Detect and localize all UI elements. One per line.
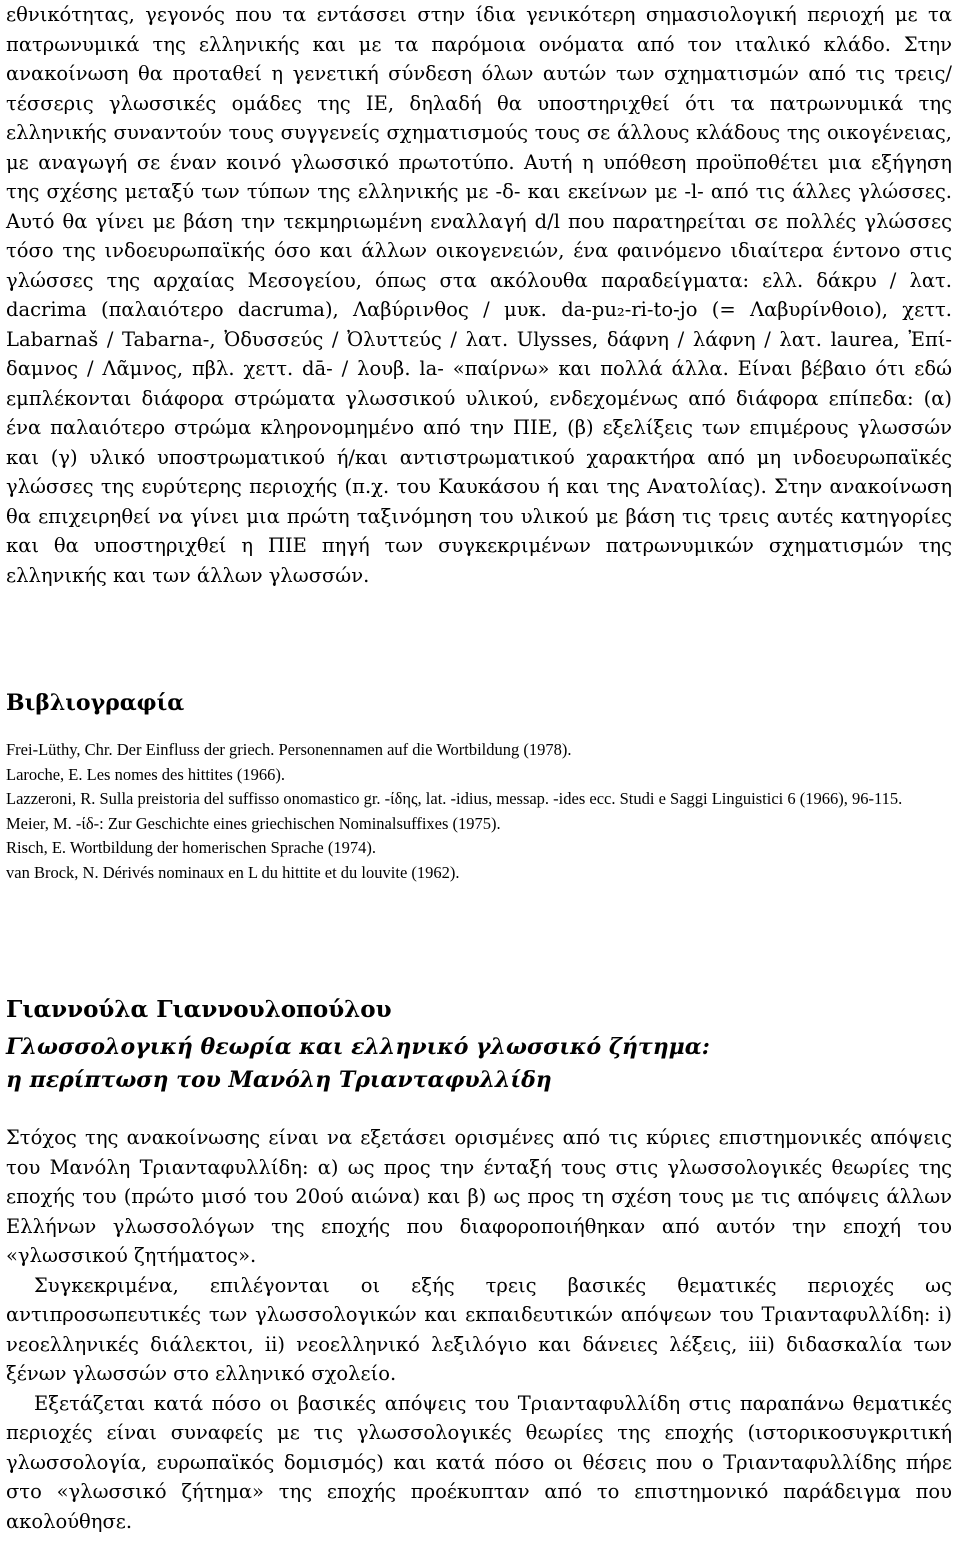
bibliography-entry: Frei-Lüthy, Chr. Der Einfluss der griech. Personennamen auf die Wortbildung (1978). bbox=[6, 740, 572, 759]
abstract-paragraph: Εξετάζεται κατά πόσο οι βασικές απόψεις του Τριανταφυλλίδη στις παραπάνω θεματικές περιοχές είναι συναφείς με τις γλωσσολογικές θεωρίες της εποχής (ιστορικοσυγκριτική γλωσσολογία, ευρωπαϊκός δομισμός) και κατά πόσο οι θέσεις που ο Τριανταφυλλίδης πήρε στο «γλωσσικό ζήτημα» της εποχής προέκυπταν από το επιστημονικό παράδειγμα που ακολούθησε. bbox=[6, 1391, 952, 1533]
abstract-body bbox=[6, 1123, 952, 1536]
abstract-paragraph: Στόχος της ανακοίνωσης είναι να εξετάσει ορισμένες από τις κύριες επιστημονικές απόψεις του Μανόλη Τριανταφυλλίδη: α) ως προς την ένταξή τους στις γλωσσολογικές θεωρίες της εποχής του (πρώτο μισό του 20ού αιώνα) και β) ως προς τη σχέση τους με τις απόψεις άλλων Ελλήνων γλωσσολόγων της εποχής που διαφοροποιήθηκαν από αυτόν την εποχή του «γλωσσικού ζητήματος». bbox=[6, 1126, 952, 1267]
bibliography-entry: Laroche, E. Les nomes des hittites (1966). bbox=[6, 764, 286, 784]
abstract-paragraph: Συγκεκριμένα, επιλέγονται οι εξής τρεις βασικές θεματικές περιοχές ως αντιπροσωπευτικές των γλωσσολογικών και εκπαιδευτικών απόψεων του Τριανταφυλλίδη: i) νεοελληνικές διάλεκτοι, ii) νεοελληνικό λεξιλόγιο και δάνειες λέξεις, iii) διδασκαλία των ξένων γλωσσών στο ελληνικό σχολείο. bbox=[6, 1273, 952, 1385]
bibliography-heading: Βιβλιογραφία bbox=[6, 690, 185, 716]
body-text-top bbox=[6, 0, 952, 590]
bibliography-list bbox=[6, 738, 952, 885]
bibliography-entry: Lazzeroni, R. Sulla preistoria del suffisso onomastico gr. -ίδης, lat. -idius, messap. -ides ecc. Studi e Saggi Linguistici 6 (1966), 96-115. bbox=[6, 789, 903, 808]
talk-title bbox=[6, 1031, 952, 1097]
author-name: Γιαννούλα Γιαννουλοπούλου bbox=[6, 996, 392, 1023]
talk-title-line-2: η περίπτωση του Μανόλη Τριανταφυλλίδη bbox=[6, 1067, 552, 1093]
bibliography-entry: Meier, M. -ίδ-: Zur Geschichte eines griechischen Nominalsuffixes (1975). bbox=[6, 813, 501, 833]
paragraph-continuation: εθνικότητας, γεγονός που τα εντάσσει στην ίδια γενικότερη σημασιολογική περιοχή με τα πατρωνυμικά της ελληνικής και με τα παρόμοια ονόματα από τον ιταλικό κλάδο. Στην ανακοίνωση θα προταθεί η γενετική σύνδεση όλων αυτών των σχηματισμών από τις τρεις/τέσσερις γλωσσικές ομάδες της ΙΕ, δηλαδή θα υποστηριχθεί ότι τα πατρωνυμικά της ελληνικής συναντούν τους συγγενείς σχηματισμούς τους σε άλλους κλάδους της οικογένειας, με αναγωγή σε έναν κοινό γλωσσικό πρωτοτύπο. Αυτή η υπόθεση προϋποθέτει μια εξήγηση της σχέσης μεταξύ των τύπων της ελληνικής με -δ- και εκείνων με -l- από τις άλλες γλώσσες. Αυτό θα γίνει με βάση την τεκμηριωμένη εναλλαγή d/l που παρατηρείται σε πολλές γλώσσες τόσο της ινδοευρωπαϊκής όσο και άλλων οικογενειών, ένα φαινόμενο ιδιαίτερα έντονο στις γλώσσες της αρχαίας Μεσογείου, όπως στα ακόλουθα παραδείγματα: ελλ. δάκρυ / λατ. dacrima (παλαιότερο dacruma), Λαβύρινθος / μυκ. da-pu₂-ri-to-jo (= Λαβυρίνθοιο), χεττ. Labarnaš / Tabarna-, Ὀδυσσεύς / Ὀλυττεύς / λατ. Ulysses, δάφνη / λάφνη / λατ. laurea, Ἐπί-δαμνος / Λᾶμνος, πβλ. χεττ. dā- / λουβ. la- «παίρνω» και πολλά άλλα. Είναι βέβαιο ότι εδώ εμπλέκονται διάφορα στρώματα γλωσσικού υλικού, ενδεχομένως από διάφορα επίπεδα: (α) ένα παλαιότερο στρώμα κληρονομημένο από την ΠΙΕ, (β) εξελίξεις των επιμέρους γλωσσών και (γ) υλικό υποστρωματικού ή/και αντιστρωματικού χαρακτήρα από μη ινδοευρωπαϊκές γλώσσες της ευρύτερης περιοχής (π.χ. του Καυκάσου ή και της Ανατολίας). Στην ανακοίνωση θα επιχειρηθεί να γίνει μια πρώτη ταξινόμηση του υλικού με βάση τις τρεις αυτές κατηγορίες και θα υποστηριχθεί η ΠΙΕ πηγή των συγκεκριμένων πατρωνυμικών σχηματισμών της ελληνικής και των άλλων γλωσσών. bbox=[6, 3, 952, 587]
bibliography-entry: Risch, E. Wortbildung der homerischen Sprache (1974). bbox=[6, 838, 376, 857]
bibliography-entry: van Brock, N. Dérivés nominaux en L du hittite et du louvite (1962). bbox=[6, 862, 460, 882]
talk-title-line-1: Γλωσσολογική θεωρία και ελληνικό γλωσσικό ζήτημα: bbox=[6, 1034, 710, 1060]
